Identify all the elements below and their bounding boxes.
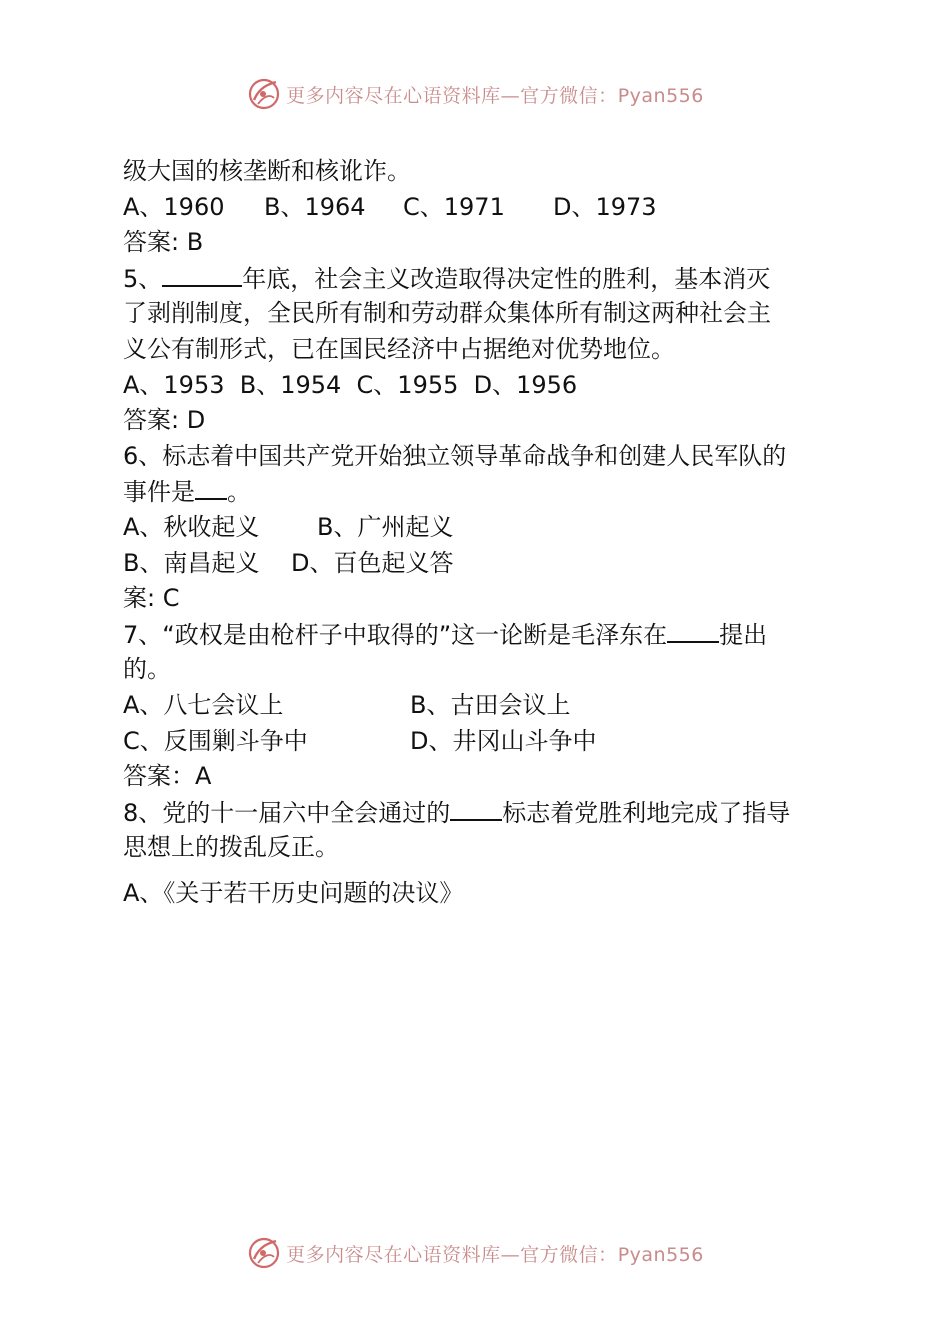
q7-option-d: D、井冈山斗争中	[410, 726, 597, 755]
q5-line-3: 义公有制形式，已在国民经济中占据绝对优势地位。	[123, 334, 675, 363]
q6-option-c: B、南昌起义	[123, 548, 260, 577]
q6-text: 事件是	[123, 478, 195, 507]
logo-icon	[246, 76, 282, 112]
header-wechat-label: 官方微信：	[520, 84, 618, 107]
q8-line-2: 思想上的拨乱反正。	[123, 833, 339, 862]
header-wechat-id: Pyan556	[617, 84, 704, 107]
q7-text: 7、“政权是由枪杆子中取得的”这一论断是毛泽东在	[123, 620, 668, 649]
q5-line-1	[123, 261, 833, 297]
q4-option-a: A、1960	[123, 192, 225, 221]
q6-option-d: D、百色起义答	[291, 548, 454, 577]
q4-option-d: D、1973	[553, 192, 657, 221]
header-separator: —	[500, 84, 521, 107]
header-banner	[0, 70, 950, 118]
q6-line-2	[123, 474, 833, 510]
footer-wechat-id: Pyan556	[617, 1243, 704, 1266]
q6-end: 。	[227, 478, 251, 507]
q6-line-1: 6、标志着中国共产党开始独立领导革命战争和创建人民军队的	[123, 441, 787, 470]
q7-line-2: 的。	[123, 655, 171, 684]
q4-answer: 答案: B	[123, 228, 204, 257]
q6-blank	[195, 474, 227, 500]
q6-answer: 案: C	[123, 584, 180, 613]
q5-line-2: 了剥削制度，全民所有制和劳动群众集体所有制这两种社会主	[123, 299, 771, 328]
footer-text	[286, 1240, 704, 1267]
footer-separator: —	[500, 1243, 521, 1266]
header-text	[286, 81, 704, 108]
q7-options-row-2	[123, 724, 833, 760]
q7-option-a: A、八七会议上	[123, 690, 284, 719]
q7-option-b: B、古田会议上	[410, 690, 571, 719]
q4-options	[123, 190, 833, 226]
text-line: 级大国的核垄断和核讹诈。	[123, 157, 411, 185]
logo-icon	[246, 1235, 282, 1271]
q4-option-b: B、1964	[264, 192, 366, 221]
header-site-text: 更多内容尽在心语资料库	[286, 84, 501, 107]
q6-option-a: A、秋收起义	[123, 512, 260, 541]
q7-text-end: 提出	[719, 620, 768, 649]
q6-option-b: B、广州起义	[317, 512, 454, 541]
q5-options: A、1953 B、1954 C、1955 D、1956	[123, 370, 578, 399]
document-body	[123, 154, 833, 911]
q5-text: 年底，社会主义改造取得决定性的胜利，基本消灭	[242, 264, 771, 293]
q6-options-row-2	[123, 546, 833, 582]
q8-blank	[450, 795, 502, 821]
q8-option-a: A、《关于若干历史问题的决议》	[123, 878, 464, 907]
q7-blank	[667, 617, 719, 643]
q7-options-row-1	[123, 688, 833, 724]
q8-text-end: 标志着党胜利地完成了指导	[502, 798, 791, 827]
q7-option-c: C、反围剿斗争中	[123, 726, 308, 755]
q5-number: 5、	[123, 264, 163, 293]
footer-banner	[0, 1229, 950, 1277]
q8-line-1	[123, 795, 833, 831]
q6-options-row-1	[123, 510, 833, 546]
footer-site-text: 更多内容尽在心语资料库	[286, 1243, 501, 1266]
q7-answer: 答案：A	[123, 762, 212, 791]
q8-text: 8、党的十一届六中全会通过的	[123, 798, 451, 827]
q4-option-c: C、1971	[403, 192, 505, 221]
footer-wechat-label: 官方微信：	[520, 1243, 618, 1266]
q7-line-1	[123, 617, 833, 653]
q5-answer: 答案: D	[123, 406, 206, 435]
q5-blank	[162, 261, 242, 287]
